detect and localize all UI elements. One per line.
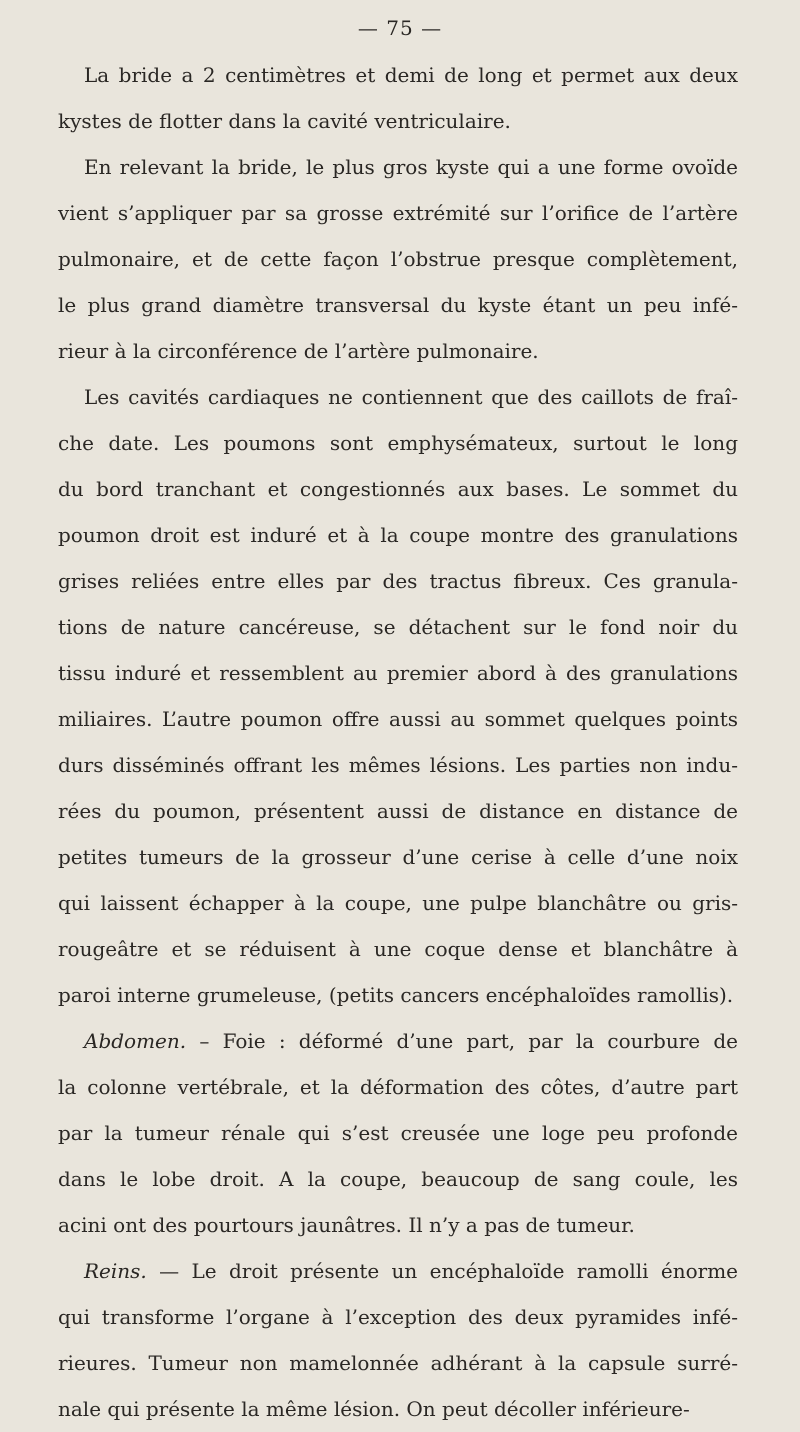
line-text: qui transforme l’organe à l’exception des deux pyramides infé- (58, 1305, 738, 1329)
text-line (58, 650, 738, 696)
text-line (58, 788, 738, 834)
line-text: rieur à la circonférence de l’artère pulmonaire. (58, 339, 539, 363)
line-text: vient s’appliquer par sa grosse extrémité sur l’orifice de l’artère (58, 201, 738, 225)
line-text: nale qui présente la même lésion. On peut décoller inférieure- (58, 1397, 690, 1421)
text-line (58, 328, 738, 374)
text-line (58, 1294, 738, 1340)
text-line (58, 1064, 738, 1110)
text-line (58, 52, 738, 98)
line-text: du bord tranchant et congestionnés aux bases. Le sommet du (58, 477, 738, 501)
text-line (58, 880, 738, 926)
text-line (58, 604, 738, 650)
text-line (58, 558, 738, 604)
line-text: En relevant la bride, le plus gros kyste qui a une forme ovoïde (84, 155, 738, 179)
line-text: durs disséminés offrant les mêmes lésions. Les parties non indu- (58, 753, 738, 777)
text-line (58, 742, 738, 788)
text-line (58, 466, 738, 512)
text-line (58, 1340, 738, 1386)
text-line (58, 1156, 738, 1202)
line-text: paroi interne grumeleuse, (petits cancers encéphaloïdes ramollis). (58, 983, 734, 1007)
text-line (58, 98, 738, 144)
page-number: — 75 — (357, 16, 443, 40)
line-text: la colonne vertébrale, et la déformation des côtes, d’autre part (58, 1075, 738, 1099)
line-text: qui laissent échapper à la coupe, une pulpe blanchâtre ou gris- (58, 891, 738, 915)
line-text: tions de nature cancéreuse, se détachent sur le fond noir du (58, 615, 738, 639)
line-text: par la tumeur rénale qui s’est creusée une loge peu profonde (58, 1121, 738, 1145)
text-line (58, 1386, 738, 1432)
text-line (58, 236, 738, 282)
text-line (58, 1202, 738, 1248)
line-text: tissu induré et ressemblent au premier abord à des granulations (58, 661, 738, 685)
line-text: – Foie : déformé d’une part, par la courbure de (186, 1029, 738, 1053)
text-line (58, 374, 738, 420)
text-line (58, 144, 738, 190)
text-line (58, 972, 738, 1018)
line-text: pulmonaire, et de cette façon l’obstrue presque complètement, (58, 247, 738, 271)
line-text: dans le lobe droit. A la coupe, beaucoup de sang coule, les (58, 1167, 738, 1191)
line-text: kystes de flotter dans la cavité ventriculaire. (58, 109, 511, 133)
text-line (58, 696, 738, 742)
text-line (58, 420, 738, 466)
line-text: poumon droit est induré et à la coupe montre des granulations (58, 523, 738, 547)
line-text: rées du poumon, présentent aussi de distance en distance de (58, 799, 738, 823)
line-text: petites tumeurs de la grosseur d’une cerise à celle d’une noix (58, 845, 738, 869)
line-text: La bride a 2 centimètres et demi de long et permet aux deux (84, 63, 738, 87)
text-line (58, 1248, 738, 1294)
text-line (58, 926, 738, 972)
line-text: acini ont des pourtours jaunâtres. Il n’y a pas de tumeur. (58, 1213, 635, 1237)
line-text: Les cavités cardiaques ne contiennent que des caillots de fraî- (84, 385, 738, 409)
line-text: miliaires. L’autre poumon offre aussi au sommet quelques points (58, 707, 738, 731)
text-line (58, 512, 738, 558)
line-text: rougeâtre et se réduisent à une coque dense et blanchâtre à (58, 937, 738, 961)
line-text: le plus grand diamètre transversal du kyste étant un peu infé- (58, 293, 738, 317)
text-line (58, 1018, 738, 1064)
text-line (58, 1110, 738, 1156)
line-text: rieures. Tumeur non mamelonnée adhérant à la capsule surré- (58, 1351, 738, 1375)
line-text: — Le droit présente un encéphaloïde ramolli énorme (146, 1259, 738, 1283)
text-line (58, 190, 738, 236)
section-heading: Abdomen. (84, 1029, 187, 1053)
body-text (58, 52, 738, 1432)
line-text: che date. Les poumons sont emphysémateux, surtout le long (58, 431, 738, 455)
line-text: grises reliées entre elles par des tractus fibreux. Ces granula- (58, 569, 738, 593)
text-line (58, 282, 738, 328)
section-heading: Reins. (84, 1259, 147, 1283)
text-line (58, 834, 738, 880)
